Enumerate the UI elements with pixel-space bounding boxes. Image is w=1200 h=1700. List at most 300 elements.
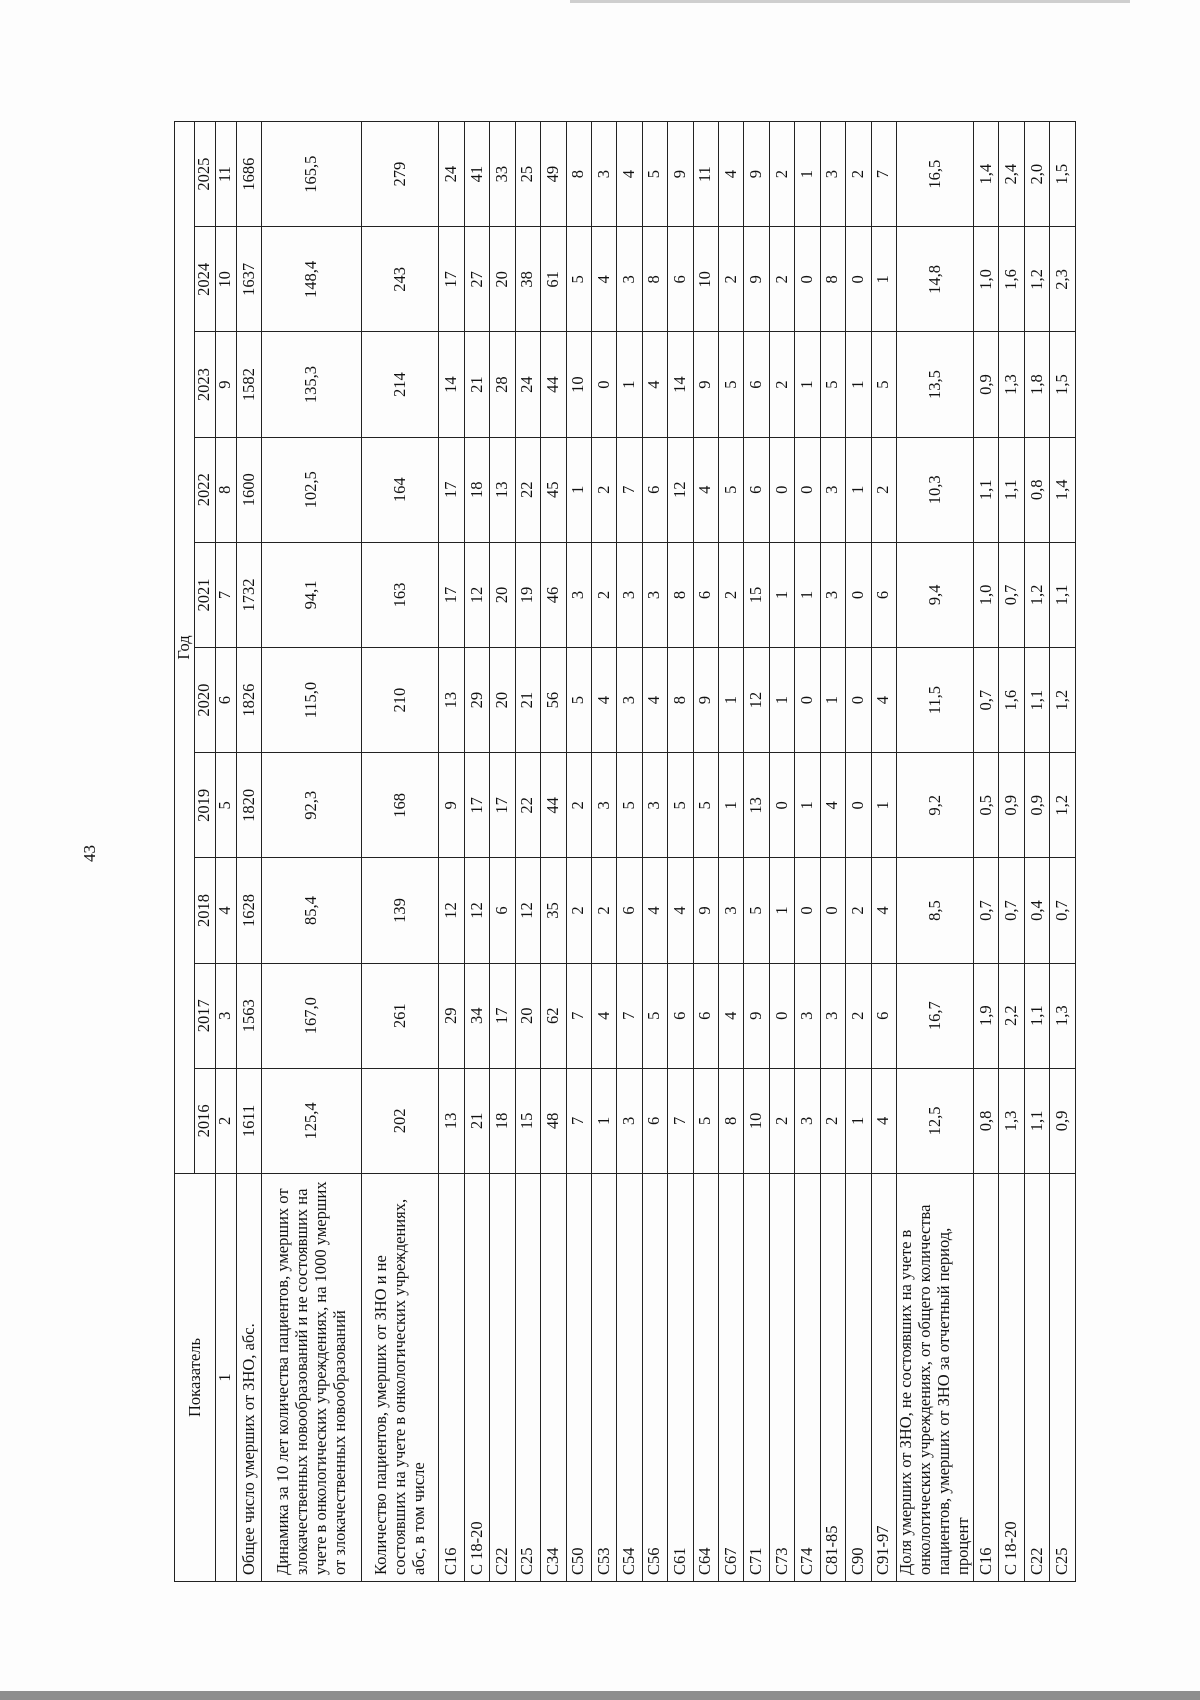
row-label: С81-85 [820,1174,845,1582]
table-cell: 3 [820,542,845,647]
scan-artifact-top [570,0,1130,3]
table-cell: 9 [693,648,718,753]
row-label: С25 [1050,1174,1076,1582]
table-cell: 20 [490,227,515,332]
table-cell: 5 [820,332,845,437]
table-cell: 1826 [236,648,261,753]
table-cell: 115,0 [262,648,362,753]
table-cell: 0 [591,332,616,437]
table-cell: 279 [362,121,439,226]
table-cell: 7 [566,963,591,1068]
table-cell: 7 [871,121,896,226]
table-cell: 12 [464,542,489,647]
table-cell: 0,4 [1024,858,1049,963]
table-cell: 1 [719,753,744,858]
table-cell: 0,5 [973,753,998,858]
table-cell: 56 [541,648,566,753]
table-row [439,121,464,1581]
table-cell: 29 [464,648,489,753]
table-cell: 9,2 [896,753,973,858]
table-cell: 1,6 [999,227,1024,332]
table-cell: 168 [362,753,439,858]
table-cell: 22 [515,753,540,858]
year-header: 2017 [194,963,215,1068]
header-row-numbers [215,121,236,1581]
table-cell: 29 [439,963,464,1068]
table-cell: 17 [490,963,515,1068]
table-cell: 2 [871,437,896,542]
table-cell: 5 [642,963,667,1068]
table-cell: 9 [439,753,464,858]
table-cell: 14 [668,332,693,437]
row-label: С54 [617,1174,642,1582]
table-row [668,121,693,1581]
row-label: С 18-20 [464,1174,489,1582]
table-cell: 16,5 [896,121,973,226]
column-number: 8 [215,437,236,542]
table-cell: 0,7 [973,858,998,963]
table-cell: 6 [693,963,718,1068]
column-number: 5 [215,753,236,858]
table-cell: 1820 [236,753,261,858]
year-header: 2022 [194,437,215,542]
table-cell: 18 [464,437,489,542]
table-row [795,121,820,1581]
table-cell: 1582 [236,332,261,437]
table-cell: 21 [464,332,489,437]
table-row [591,121,616,1581]
table-cell: 0,9 [1050,1068,1076,1173]
row-label: С25 [515,1174,540,1582]
table-row [642,121,667,1581]
table-cell: 1,2 [1024,542,1049,647]
table-cell: 4 [871,858,896,963]
table-cell: 27 [464,227,489,332]
table-cell: 1 [795,121,820,226]
table-cell: 8 [668,542,693,647]
table-cell: 21 [515,648,540,753]
table-cell: 1 [871,227,896,332]
table-cell: 22 [515,437,540,542]
table-cell: 21 [464,1068,489,1173]
table-cell: 0,9 [1024,753,1049,858]
table-cell: 0 [846,227,871,332]
row-label: С73 [769,1174,794,1582]
column-number: 2 [215,1068,236,1173]
year-header: 2020 [194,648,215,753]
table-cell: 3 [591,121,616,226]
table-cell: 6 [668,227,693,332]
table-row [617,121,642,1581]
table-cell: 167,0 [262,963,362,1068]
table-cell: 4 [591,963,616,1068]
table-cell: 9 [693,332,718,437]
row-label: Динамика за 10 лет количества пациентов, умерших от злокачественных новообразований и не состоявших на учете в онкологических учреждениях, на 1000 умерших от злокачественных новообразований [262,1174,362,1582]
table-cell: 1 [566,437,591,542]
table-cell: 1 [769,542,794,647]
table-cell: 9 [744,121,769,226]
table-cell: 6 [871,542,896,647]
row-label: С91-97 [871,1174,896,1582]
table-cell: 15 [515,1068,540,1173]
table-body [236,121,1075,1581]
table-cell: 44 [541,753,566,858]
table-cell: 1732 [236,542,261,647]
year-header: 2024 [194,227,215,332]
table-row [362,121,439,1581]
table-cell: 18 [490,1068,515,1173]
row-label: С56 [642,1174,667,1582]
column-number: 7 [215,542,236,647]
table-cell: 5 [719,332,744,437]
table-cell: 9,4 [896,542,973,647]
table-cell: 139 [362,858,439,963]
table-cell: 3 [795,963,820,1068]
table-cell: 7 [668,1068,693,1173]
table-cell: 0 [795,437,820,542]
table-cell: 8,5 [896,858,973,963]
table-cell: 7 [566,1068,591,1173]
table-cell: 17 [439,227,464,332]
table-cell: 12,5 [896,1068,973,1173]
year-header: 2019 [194,753,215,858]
column-number: 1 [215,1174,236,1582]
table-cell: 17 [439,437,464,542]
table-cell: 1 [769,648,794,753]
row-label: С71 [744,1174,769,1582]
table-cell: 4 [591,648,616,753]
table-row [769,121,794,1581]
table-cell: 3 [617,648,642,753]
table-cell: 2,2 [999,963,1024,1068]
table-cell: 6 [693,542,718,647]
table-cell: 4 [820,753,845,858]
table-cell: 2 [846,858,871,963]
table-cell: 1 [719,648,744,753]
table-cell: 5 [693,1068,718,1173]
row-label: С22 [1024,1174,1049,1582]
table-cell: 1 [871,753,896,858]
table-cell: 1,5 [1050,332,1076,437]
table-cell: 4 [668,858,693,963]
table-cell: 12 [744,648,769,753]
table-row [566,121,591,1581]
row-label: С22 [490,1174,515,1582]
table-cell: 1,3 [1050,963,1076,1068]
table-cell: 0,8 [1024,437,1049,542]
table-cell: 164 [362,437,439,542]
table-cell: 49 [541,121,566,226]
table-cell: 0 [795,227,820,332]
table-cell: 6 [668,963,693,1068]
table-row [896,121,973,1581]
table-cell: 4 [719,121,744,226]
table-cell: 1 [769,858,794,963]
table-cell: 8 [566,121,591,226]
table-cell: 5 [719,437,744,542]
indicator-header: Показатель [175,1174,216,1582]
table-cell: 33 [490,121,515,226]
table-cell: 1600 [236,437,261,542]
table-cell: 0 [846,753,871,858]
table-cell: 9 [668,121,693,226]
table-cell: 11,5 [896,648,973,753]
table-cell: 243 [362,227,439,332]
table-cell: 0,8 [973,1068,998,1173]
table-row [515,121,540,1581]
table-row [973,121,998,1581]
table-cell: 2 [719,227,744,332]
table-cell: 5 [871,332,896,437]
table-cell: 2,4 [999,121,1024,226]
row-label: С16 [439,1174,464,1582]
table-cell: 0,7 [999,858,1024,963]
table-cell: 12 [668,437,693,542]
table-cell: 4 [642,332,667,437]
year-header: 2025 [194,121,215,226]
table-row [464,121,489,1581]
table-cell: 5 [642,121,667,226]
table-cell: 2 [566,858,591,963]
table-cell: 17 [490,753,515,858]
row-label: С74 [795,1174,820,1582]
table-cell: 3 [719,858,744,963]
table-cell: 1 [795,332,820,437]
table-cell: 13 [490,437,515,542]
table-cell: 3 [617,542,642,647]
table-cell: 12 [464,858,489,963]
row-label: С53 [591,1174,616,1582]
column-number: 3 [215,963,236,1068]
table-cell: 1,1 [973,437,998,542]
table-cell: 2,3 [1050,227,1076,332]
table-cell: 0 [846,542,871,647]
table-row [693,121,718,1581]
table-cell: 1,2 [1050,753,1076,858]
table-cell: 2 [769,332,794,437]
table-cell: 2 [769,1068,794,1173]
table-cell: 24 [515,332,540,437]
table-cell: 202 [362,1068,439,1173]
table-cell: 10,3 [896,437,973,542]
table-cell: 9 [693,858,718,963]
table-cell: 102,5 [262,437,362,542]
table-cell: 6 [744,437,769,542]
table-cell: 0 [769,963,794,1068]
table-cell: 2 [769,121,794,226]
table-cell: 8 [719,1068,744,1173]
row-label: С50 [566,1174,591,1582]
page-number: 43 [80,845,99,862]
table-cell: 0 [846,648,871,753]
table-cell: 1 [846,332,871,437]
table-cell: 13,5 [896,332,973,437]
row-label: С16 [973,1174,998,1582]
table-cell: 2 [591,858,616,963]
table-cell: 10 [693,227,718,332]
table-cell: 11 [693,121,718,226]
table-cell: 24 [439,121,464,226]
table-cell: 1,1 [999,437,1024,542]
table-cell: 1,6 [999,648,1024,753]
table-cell: 3 [820,963,845,1068]
table-cell: 20 [515,963,540,1068]
table-cell: 1 [795,753,820,858]
table-header [175,121,237,1581]
table-cell: 6 [617,858,642,963]
table-row [1024,121,1049,1581]
table-cell: 1,1 [1050,542,1076,647]
table-row [236,121,261,1581]
table-cell: 15 [744,542,769,647]
table-cell: 16,7 [896,963,973,1068]
table-cell: 2 [566,753,591,858]
table-cell: 35 [541,858,566,963]
column-number: 10 [215,227,236,332]
table-row [820,121,845,1581]
table-cell: 2 [769,227,794,332]
table-cell: 1 [617,332,642,437]
table-cell: 5 [566,648,591,753]
table-cell: 7 [617,437,642,542]
table-cell: 94,1 [262,542,362,647]
table-cell: 6 [871,963,896,1068]
table-cell: 1,4 [1050,437,1076,542]
table-cell: 261 [362,963,439,1068]
table-cell: 9 [744,227,769,332]
row-label: С34 [541,1174,566,1582]
table-cell: 1 [795,542,820,647]
table-cell: 5 [668,753,693,858]
table-cell: 3 [820,437,845,542]
table-cell: 4 [591,227,616,332]
table-row [541,121,566,1581]
table-row [262,121,362,1581]
table-cell: 1 [846,1068,871,1173]
row-label: С61 [668,1174,693,1582]
table-cell: 92,3 [262,753,362,858]
column-number: 9 [215,332,236,437]
table-cell: 2 [591,437,616,542]
table-cell: 2 [591,542,616,647]
table-cell: 28 [490,332,515,437]
table-cell: 4 [871,648,896,753]
table-cell: 62 [541,963,566,1068]
row-label: Доля умерших от ЗНО, не состоявших на учете в онкологических учреждениях, от общего количества пациентов, умерших от ЗНО за отчетный период, процент [896,1174,973,1582]
table-cell: 1,3 [999,1068,1024,1173]
table-cell: 1 [846,437,871,542]
table-cell: 0,9 [999,753,1024,858]
table-cell: 3 [566,542,591,647]
table-cell: 46 [541,542,566,647]
table-cell: 48 [541,1068,566,1173]
table-cell: 13 [439,648,464,753]
table-cell: 4 [617,121,642,226]
table-cell: 34 [464,963,489,1068]
table-cell: 1,1 [1024,1068,1049,1173]
row-label: С64 [693,1174,718,1582]
table-cell: 2,0 [1024,121,1049,226]
table-row [999,121,1024,1581]
table-cell: 85,4 [262,858,362,963]
table-cell: 1563 [236,963,261,1068]
column-number: 11 [215,121,236,226]
table-cell: 135,3 [262,332,362,437]
table-cell: 1611 [236,1068,261,1173]
rotated-table-wrapper [174,122,1076,1582]
table-cell: 0 [795,648,820,753]
table-cell: 8 [668,648,693,753]
column-number: 6 [215,648,236,753]
table-cell: 0,7 [1050,858,1076,963]
table-cell: 8 [820,227,845,332]
column-number: 4 [215,858,236,963]
table-cell: 5 [566,227,591,332]
table-cell: 3 [617,1068,642,1173]
year-header: 2016 [194,1068,215,1173]
table-cell: 4 [642,858,667,963]
table-cell: 165,5 [262,121,362,226]
table-cell: 5 [617,753,642,858]
table-cell: 4 [871,1068,896,1173]
table-cell: 8 [642,227,667,332]
table-cell: 1,4 [973,121,998,226]
table-row [846,121,871,1581]
table-cell: 1637 [236,227,261,332]
table-cell: 7 [617,963,642,1068]
row-label: С 18-20 [999,1174,1024,1582]
table-cell: 0 [769,437,794,542]
table-cell: 1,1 [1024,648,1049,753]
table-cell: 17 [464,753,489,858]
table-cell: 6 [744,332,769,437]
table-cell: 1,5 [1050,121,1076,226]
table-cell: 12 [439,858,464,963]
year-header: 2021 [194,542,215,647]
table-cell: 1628 [236,858,261,963]
table-cell: 4 [719,963,744,1068]
table-cell: 10 [566,332,591,437]
table-cell: 0 [820,858,845,963]
table-cell: 25 [515,121,540,226]
table-cell: 20 [490,648,515,753]
table-cell: 61 [541,227,566,332]
table-cell: 5 [744,858,769,963]
statistics-table [174,121,1076,1582]
table-cell: 1,3 [999,332,1024,437]
row-label: С90 [846,1174,871,1582]
table-cell: 41 [464,121,489,226]
table-cell: 1 [591,1068,616,1173]
table-cell: 2 [719,542,744,647]
table-cell: 210 [362,648,439,753]
table-cell: 20 [490,542,515,647]
table-cell: 163 [362,542,439,647]
table-cell: 14 [439,332,464,437]
table-cell: 5 [693,753,718,858]
table-cell: 1 [820,648,845,753]
table-cell: 19 [515,542,540,647]
table-cell: 4 [642,648,667,753]
table-cell: 9 [744,963,769,1068]
table-cell: 6 [642,1068,667,1173]
table-cell: 1,8 [1024,332,1049,437]
table-cell: 2 [846,121,871,226]
table-cell: 3 [820,121,845,226]
table-cell: 1,1 [1024,963,1049,1068]
table-cell: 0,7 [973,648,998,753]
table-cell: 0 [769,753,794,858]
